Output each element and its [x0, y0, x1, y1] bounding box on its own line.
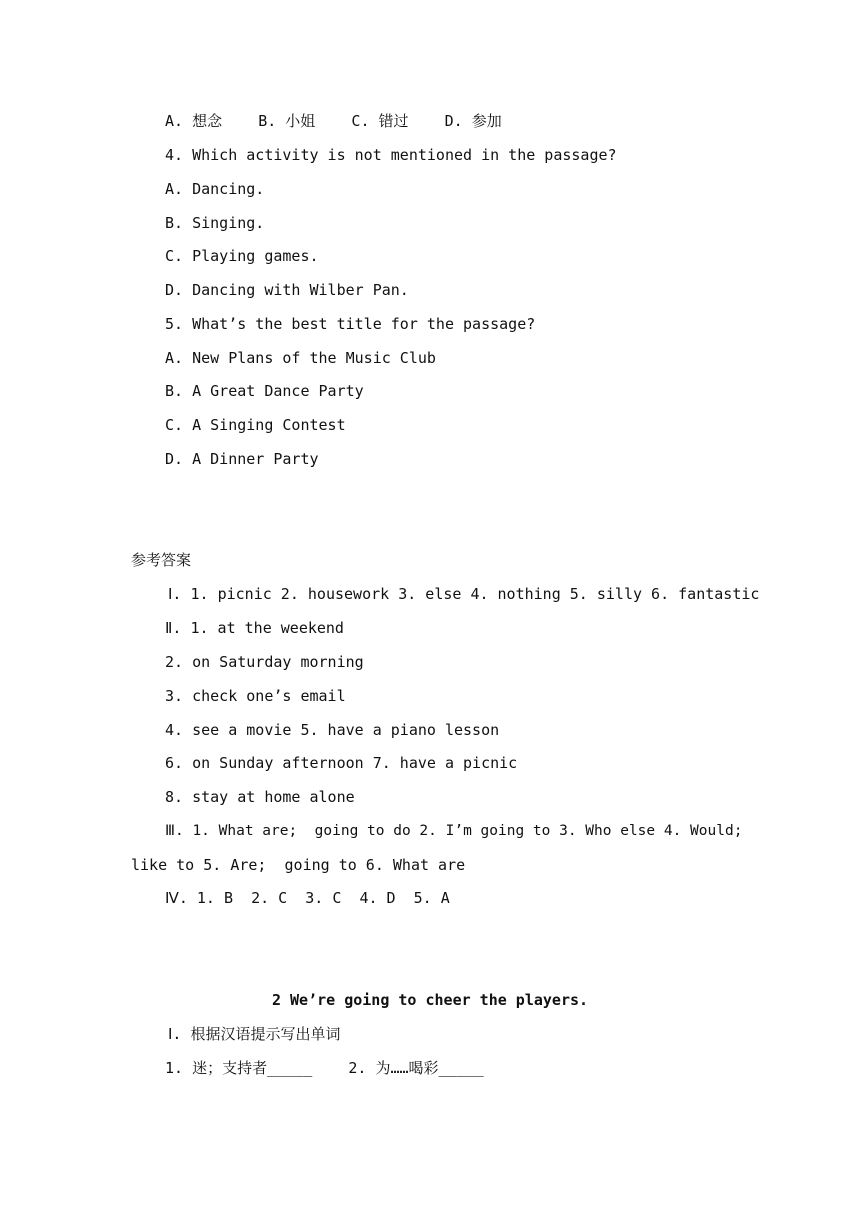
q5-option-d: D. A Dinner Party: [165, 450, 319, 468]
q5-option-c: C. A Singing Contest: [165, 416, 346, 434]
answers-part3-line1: Ⅲ. 1. What are; going to do 2. I’m going to 3. Who else 4. Would;: [165, 823, 743, 839]
answers-heading: 参考答案: [131, 551, 192, 569]
answers-part2-line4: 4. see a movie 5. have a piano lesson: [165, 721, 500, 739]
q4-option-b: B. Singing.: [165, 214, 265, 232]
q3-options: A. 想念 B. 小姐 C. 错过 D. 参加: [165, 112, 502, 130]
answers-part2-line6: 8. stay at home alone: [165, 788, 355, 806]
answers-part3-line2: like to 5. Are; going to 6. What are: [131, 856, 466, 874]
q5-option-b: B. A Great Dance Party: [165, 382, 364, 400]
q4-question: 4. Which activity is not mentioned in the passage?: [165, 146, 617, 164]
answers-part2-line2: 2. on Saturday morning: [165, 653, 364, 671]
answers-part2-line1: Ⅱ. 1. at the weekend: [165, 619, 344, 637]
answers-part2-line3: 3. check one’s email: [165, 687, 346, 705]
section2-title: 2 We’re going to cheer the players.: [271, 991, 589, 1009]
section2-items: 1. 迷；支持者_____ 2. 为……喝彩_____: [165, 1059, 484, 1077]
section2-instruction: Ⅰ. 根据汉语提示写出单词: [168, 1025, 341, 1043]
q5-option-a: A. New Plans of the Music Club: [165, 349, 436, 367]
answers-part1: Ⅰ. 1. picnic 2. housework 3. else 4. nothing 5. silly 6. fantastic: [168, 585, 760, 603]
q4-option-c: C. Playing games.: [165, 247, 319, 265]
answers-part2-line5: 6. on Sunday afternoon 7. have a picnic: [165, 754, 518, 772]
q5-question: 5. What’s the best title for the passage?: [165, 315, 536, 333]
q4-option-a: A. Dancing.: [165, 180, 265, 198]
answers-part4: Ⅳ. 1. B 2. C 3. C 4. D 5. A: [165, 889, 450, 907]
q4-option-d: D. Dancing with Wilber Pan.: [165, 281, 409, 299]
